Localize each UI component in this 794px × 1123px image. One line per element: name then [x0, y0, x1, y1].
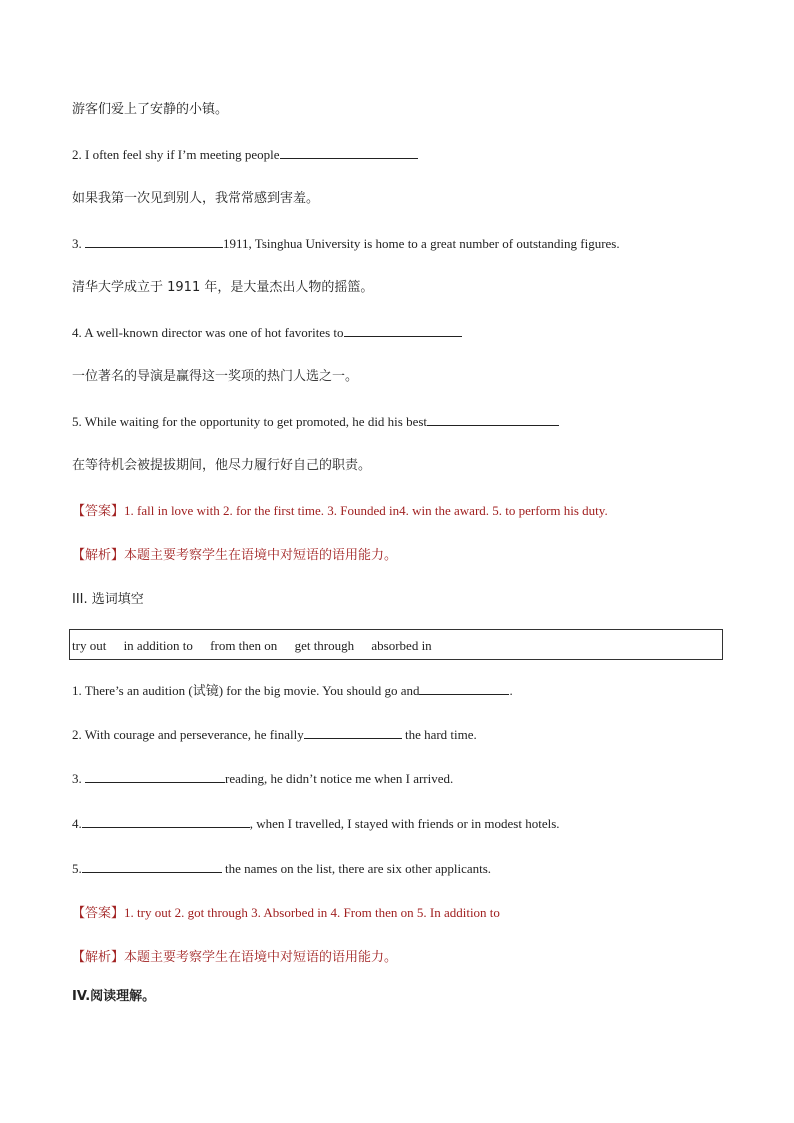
answer-text: 1. fall in love with 2. for the first time. 3. Founded in4. win the award. 5. to perform his duty. — [124, 503, 608, 518]
s3-q4-blank[interactable] — [82, 815, 250, 828]
section4-heading: IV.阅读理解。 — [72, 989, 156, 1004]
q3-sentence — [72, 235, 620, 253]
s3-q5-prefix: 5. — [72, 861, 82, 876]
q3-text: 1911, Tsinghua University is home to a great number of outstanding figures. — [223, 236, 620, 251]
section2-answer — [72, 502, 608, 521]
q2-translation: 如果我第一次见到别人，我常常感到害羞。 — [72, 191, 320, 206]
q4-translation: 一位著名的导演是赢得这一奖项的热门人选之一。 — [72, 369, 359, 384]
q3-translation: 清华大学成立于 1911 年，是大量杰出人物的摇篮。 — [72, 280, 374, 295]
answer-tag: 【答案】 — [72, 504, 125, 519]
analysis-text: 本题主要考察学生在语境中对短语的语用能力。 — [124, 950, 398, 965]
q5-text: 5. While waiting for the opportunity to get promoted, he did his best — [72, 414, 428, 429]
q5-translation: 在等待机会被提拔期间，他尽力履行好自己的职责。 — [72, 458, 372, 473]
section3-analysis — [72, 949, 397, 967]
s3-q5-sentence — [72, 860, 491, 878]
section3-heading: III. 选词填空 — [72, 592, 144, 607]
s3-q3-sentence — [72, 770, 453, 788]
q2-blank[interactable] — [280, 146, 418, 159]
word-bank-box — [69, 629, 723, 660]
q3-blank[interactable] — [85, 235, 223, 248]
word-bank-item: absorbed in — [371, 638, 432, 653]
answer-tag: 【答案】 — [72, 906, 125, 921]
s3-q5-blank[interactable] — [82, 860, 222, 873]
s3-q1-sentence — [72, 682, 513, 700]
s3-q1-blank[interactable] — [419, 682, 509, 695]
word-bank-item: from then on — [210, 638, 278, 653]
s3-q4-prefix: 4. — [72, 816, 82, 831]
s3-q1-end: . — [509, 683, 513, 698]
analysis-tag: 【解析】 — [72, 548, 125, 563]
word-bank-item: get through — [294, 638, 355, 653]
s3-q1-text: 1. There’s an audition (试镜) for the big movie. You should go and — [72, 683, 420, 698]
s3-q2-end: the hard time. — [401, 727, 477, 742]
s3-q3-prefix: 3. — [72, 771, 85, 786]
q3-prefix: 3. — [72, 236, 85, 251]
s3-q2-sentence — [72, 726, 477, 744]
q5-sentence — [72, 413, 559, 431]
section3-answer — [72, 904, 500, 923]
word-bank-item: try out — [72, 638, 107, 653]
q2-text: 2. I often feel shy if I’m meeting people — [72, 147, 280, 162]
s3-q5-end: the names on the list, there are six other applicants. — [221, 861, 492, 876]
s3-q2-text: 2. With courage and perseverance, he finally — [72, 727, 304, 742]
analysis-text: 本题主要考察学生在语境中对短语的语用能力。 — [124, 548, 398, 563]
q2-sentence — [72, 146, 418, 164]
analysis-tag: 【解析】 — [72, 950, 125, 965]
section2-analysis — [72, 547, 397, 565]
answer-text: 1. try out 2. got through 3. Absorbed in 4. From then on 5. In addition to — [124, 905, 500, 920]
s3-q3-blank[interactable] — [85, 770, 225, 783]
s3-q4-sentence — [72, 815, 560, 833]
q1-translation: 游客们爱上了安静的小镇。 — [72, 102, 229, 117]
s3-q4-end: , when I travelled, I stayed with friends or in modest hotels. — [249, 816, 560, 831]
s3-q3-end: reading, he didn’t notice me when I arrived. — [225, 771, 454, 786]
q4-sentence — [72, 324, 462, 342]
q5-blank[interactable] — [427, 413, 559, 426]
q4-text: 4. A well-known director was one of hot favorites to — [72, 325, 344, 340]
word-bank-item: in addition to — [123, 638, 193, 653]
q4-blank[interactable] — [344, 324, 462, 337]
s3-q2-blank[interactable] — [304, 726, 402, 739]
